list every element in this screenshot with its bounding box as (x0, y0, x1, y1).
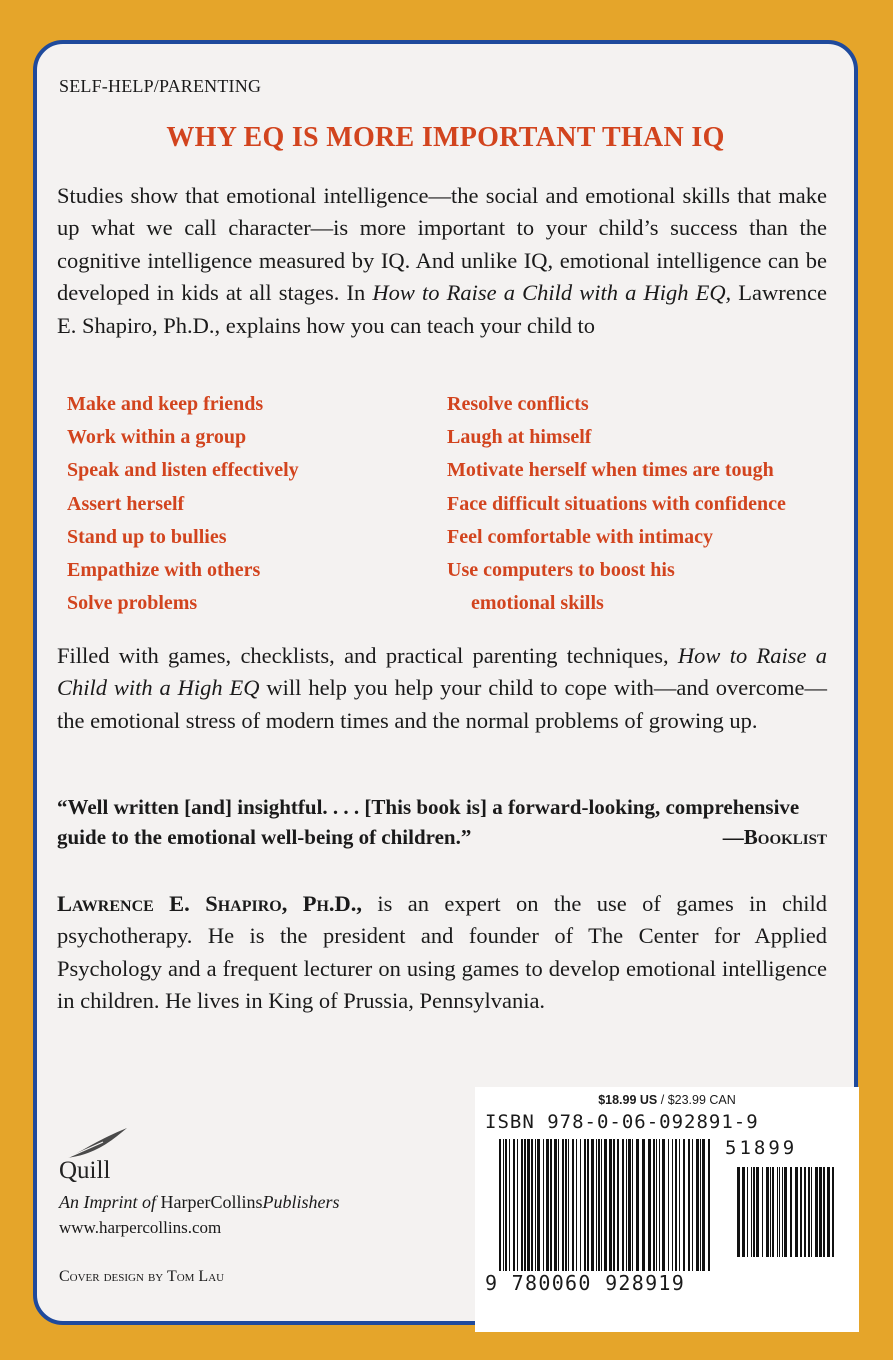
skill-item: Use computers to boost his (447, 559, 675, 582)
intro-text-2: Lawrence E. Shapiro, Ph.D., explains how you can teach your child to (57, 280, 827, 338)
barcode-bars (475, 1087, 859, 1332)
summary-paragraph (57, 640, 827, 737)
review-quote (57, 792, 827, 852)
skill-item: Laugh at himself (447, 426, 592, 449)
skill-item: Make and keep friends (67, 393, 264, 415)
skill-item: Feel comfortable with intimacy (447, 525, 714, 548)
intro-book-title: How to Raise a Child with a High EQ, (372, 280, 732, 306)
skill-item: Motivate herself when times are tough (447, 459, 774, 482)
author-bio (57, 888, 827, 1018)
cover-credit: Cover design by Tom Lau (59, 1268, 225, 1285)
summary-text-1: Filled with games, checklists, and practical parenting techniques, (57, 643, 678, 668)
intro-paragraph (57, 180, 827, 342)
skill-item: Face difficult situations with confidence (447, 492, 786, 515)
price-can: / $23.99 CAN (657, 1093, 736, 1107)
author-name: Lawrence E. Shapiro, Ph.D., (57, 891, 363, 916)
skill-item: Speak and listen effectively (67, 459, 299, 482)
quill-feather-icon (63, 1126, 133, 1160)
barcode-addon-number: 51899 (725, 1137, 798, 1159)
skill-item: Solve problems (67, 592, 198, 615)
ean-number: 9 780060 928919 (485, 1271, 686, 1295)
skill-item: Assert herself (67, 492, 185, 515)
skill-item: Work within a group (67, 426, 247, 449)
imprint-prefix: An Imprint of (59, 1192, 156, 1212)
skill-item: Stand up to bullies (67, 525, 227, 548)
publisher-website: www.harpercollins.com (59, 1218, 222, 1237)
skill-item-continued: emotional skills (471, 592, 604, 615)
back-cover-panel (33, 40, 858, 1325)
skills-list-right (447, 388, 786, 620)
intro-text-1: Studies show that emotional intelligence—the social and emotional skills that make up what we call character—is more important to your child’s success than the cognitive intelligence measured by IQ. And unlike IQ, emotional intelligence can be developed in kids at all stages. In (57, 183, 827, 306)
summary-text-2: will help you help your child to cope with—and overcome—the emotional stress of modern times and the normal problems of growing up. (57, 675, 827, 733)
imprint-line (59, 1192, 340, 1213)
barcode-box (475, 1087, 859, 1332)
author-bio-text: is an expert on the use of games in child psychotherapy. He is the president and founder of The Center for Applied Psychology and a frequent lecturer on using games to develop emotional intelligence in children. He lives in King of Prussia, Pennsylvania. (57, 891, 827, 1014)
headline: WHY EQ IS MORE IMPORTANT THAN IQ (166, 122, 725, 153)
category-label: SELF-HELP/PARENTING (59, 76, 262, 96)
isbn-label: ISBN 978-0-06-092891-9 (485, 1111, 759, 1133)
imprint-suffix: Publishers (262, 1192, 340, 1212)
quote-text: “Well written [and] insightful. . . . [This book is] a forward-looking, comprehensive guide to the emotional well-being of children.” (57, 795, 800, 849)
skill-item: Resolve conflicts (447, 393, 589, 415)
quote-source: —Booklist (722, 825, 827, 849)
skills-list-left (67, 388, 299, 620)
summary-book-title: How to Raise a Child with a High EQ (57, 643, 827, 701)
skill-item: Empathize with others (67, 559, 261, 582)
price-us: $18.99 US (598, 1093, 658, 1107)
publisher-logo-name: Quill (59, 1157, 111, 1184)
imprint-name: HarperCollins (160, 1192, 263, 1212)
